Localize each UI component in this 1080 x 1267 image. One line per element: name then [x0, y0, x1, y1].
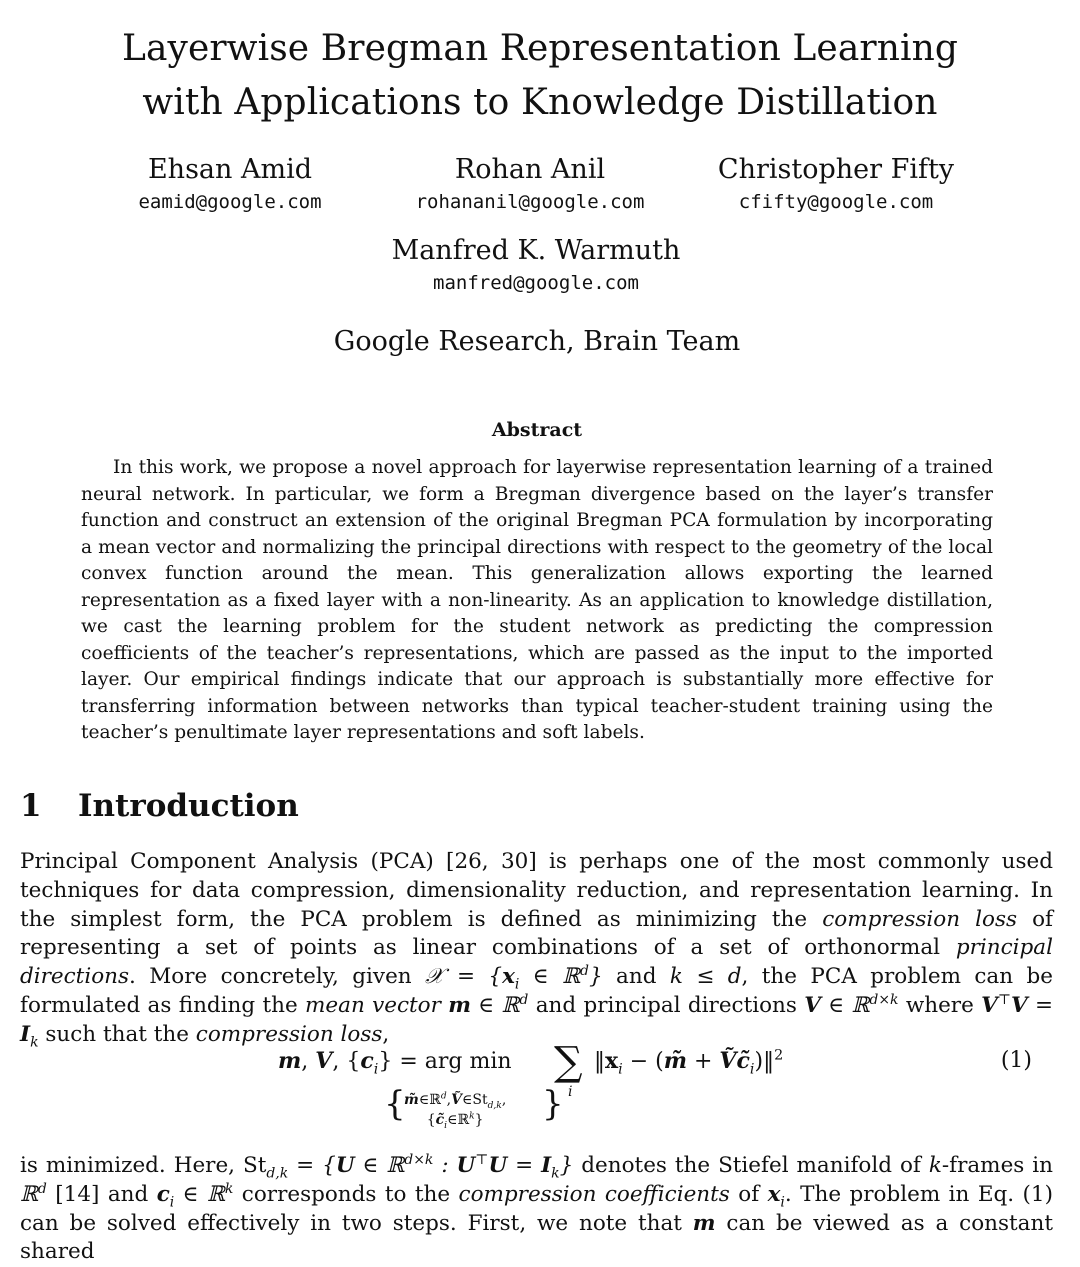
emphasis: principal directions — [20, 935, 1053, 990]
author-name: Manfred K. Warmuth — [391, 235, 681, 266]
brace-left: { — [384, 1084, 406, 1124]
math-inline: $St_{d,k} = \{U$ ∈ ℝ$^{d\times k}$ : $U^⊤U = I_k$} — [242, 1151, 574, 1182]
text-run: is minimized. Here, — [20, 1153, 243, 1178]
abstract-text: In this work, we propose a novel approach for layerwise representation learning of a trained neural network. In particular, we form a Bregman divergence based on the layer’s transfer function and construct an extension of the original Bregman PCA formulation by incorporating a mean vector and normalizing the principal directions with respect to the geometry of the local convex function around the mean. This generalization allows exporting the learned representation as a fixed layer with a non-linearity. As an application to knowledge distillation, we cast the learning problem for the student network as predicting the compression coefficients of the teacher’s representations, which are passed as the input to the imported layer. Our empirical findings indicate that our approach is substantially more effective for transferring information between networks than typical teacher-student training using the teacher’s penultimate layer representations and soft labels. — [81, 457, 993, 743]
math-inline: ℝ$^d$ — [20, 1180, 47, 1207]
sum-index: i — [568, 1084, 573, 1100]
emphasis: compression loss — [195, 1021, 383, 1047]
section-heading — [20, 785, 299, 827]
math-inline: V ∈ ℝ$^{d\times k}$ — [804, 991, 899, 1018]
math-inline: $c_i$ ∈ ℝ$^k$ — [156, 1180, 234, 1211]
math-inline: k ≤ d — [669, 964, 742, 990]
title-line-2: with Applications to Knowledge Distillation — [142, 82, 938, 123]
equation-constraints: $m̃\in ℝ^d,Ṽ\in St_{d,k}$, $\{c̃_i\in ℝ^k\}$ — [404, 1091, 507, 1131]
title-line-1: Layerwise Bregman Representation Learning — [121, 28, 959, 69]
equation-number: (1) — [1000, 1048, 1032, 1073]
text-run: of representing a set of points as linear combinations of a set of orthonormal — [20, 906, 1053, 961]
equation-rhs: $‖x_i$ − (m̃ + $Ṽc̃_i)‖^2$ — [594, 1047, 784, 1078]
intro-paragraph-1 — [20, 848, 1053, 1050]
text-run: , — [382, 1021, 390, 1047]
math-inline: m ∈ ℝ$^d$ — [448, 991, 529, 1018]
text-run: of — [729, 1181, 768, 1207]
affiliation: Google Research, Brain Team — [333, 326, 741, 357]
brace-right: } — [542, 1084, 564, 1124]
emphasis: compression loss — [822, 906, 1018, 932]
math-inline: $V^⊤V = I_k$ — [20, 991, 1053, 1051]
math-inline: $x_i$ — [767, 1181, 785, 1211]
author-email: rohananil@google.com — [415, 191, 645, 213]
emphasis: compression coefficients — [458, 1181, 730, 1207]
text-run: and principal directions — [528, 992, 805, 1018]
paper-title — [0, 22, 1080, 130]
equation-lhs: m, V, $\{c_i\}$ = arg min — [278, 1048, 512, 1078]
section-number: 1 — [20, 788, 42, 824]
author-email: eamid@google.com — [138, 191, 322, 213]
author-block — [386, 234, 686, 298]
abstract-body — [81, 455, 993, 747]
math-inline: 𝒳 = {$x_i$ ∈ ℝ$^d$} — [425, 963, 603, 993]
text-run: where — [898, 992, 982, 1018]
equation-1 — [270, 1040, 1060, 1130]
math-inline: m — [692, 1210, 716, 1236]
author-email: cfifty@google.com — [738, 191, 934, 213]
author-block — [390, 153, 670, 217]
text-run: . The problem in Eq. (1) can be solved effectively in two steps. First, we note that — [20, 1181, 1053, 1236]
section-title: Introduction — [78, 788, 299, 824]
author-name: Christopher Fifty — [717, 154, 955, 185]
text-run: can be viewed as a constant shared — [20, 1210, 1053, 1265]
author-block — [110, 153, 350, 217]
text-run: . More concretely, given — [129, 964, 426, 990]
text-run: denotes the Stiefel manifold of — [573, 1153, 929, 1178]
text-run: , the PCA problem can be formulated as finding the — [20, 964, 1053, 1018]
text-run: Principal Component Analysis (PCA) [26, 30] is perhaps one of the most commonly used techniques for data compression, dimensionality reduction, and representation learning. In the simplest form, the PCA problem is defined as minimizing the — [20, 849, 1053, 932]
intro-paragraph-2 — [20, 1152, 1053, 1267]
math-inline: k — [928, 1153, 942, 1178]
text-run: and — [602, 964, 670, 990]
abstract-heading: Abstract — [491, 419, 583, 441]
emphasis: mean vector — [305, 992, 441, 1018]
author-name: Rohan Anil — [454, 154, 606, 185]
author-email: manfred@google.com — [433, 272, 639, 294]
author-name: Ehsan Amid — [147, 154, 313, 185]
text-run: such that the — [38, 1021, 196, 1047]
author-block — [716, 153, 956, 217]
sum-symbol: ∑ — [554, 1039, 583, 1085]
text-run: -frames in — [941, 1153, 1053, 1178]
text-run: corresponds to the — [233, 1181, 459, 1207]
text-run: [14] and — [46, 1181, 157, 1207]
